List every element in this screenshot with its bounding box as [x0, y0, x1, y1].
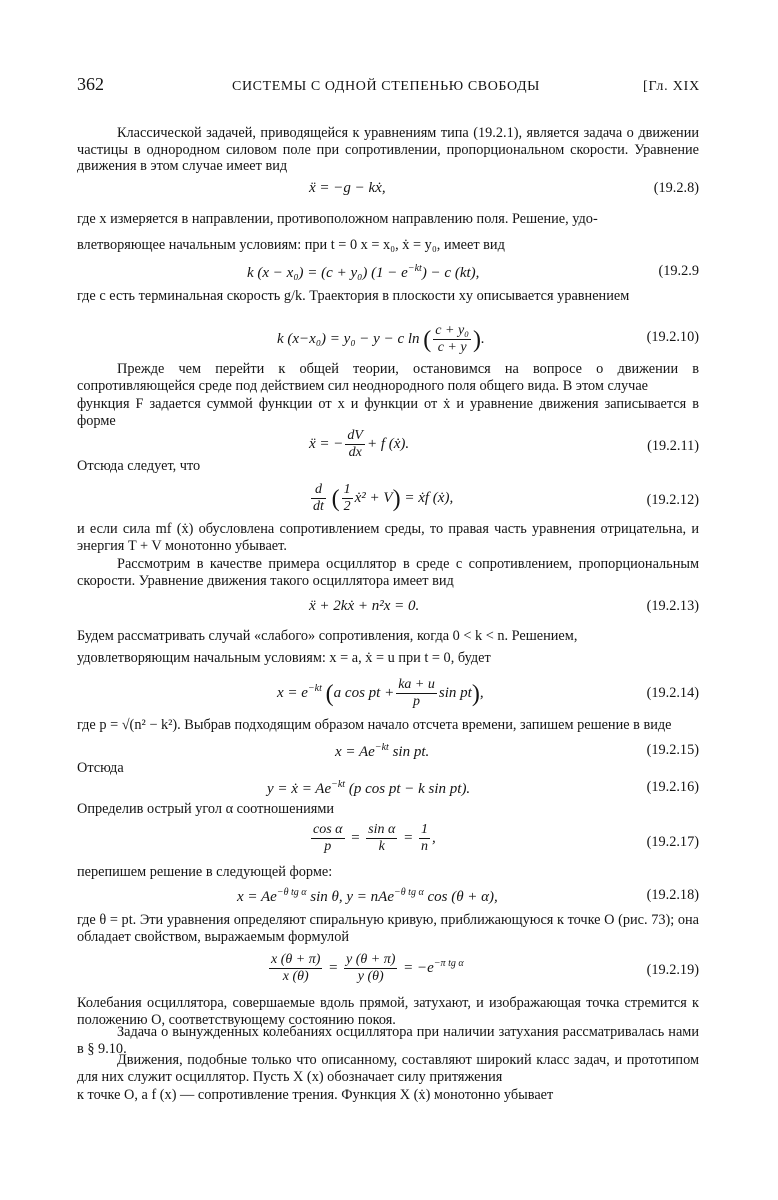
half-denominator: 2: [343, 499, 351, 514]
equation-number: (19.2.16): [646, 779, 699, 795]
paragraph-8a: Будем рассматривать случай «слабого» сопротивления, когда 0 < k < n. Решением,: [77, 628, 578, 644]
paragraph-4a: Прежде чем перейти к общей теории, остановимся на вопросе о движении в сопротивляющейся среде под действием сил неоднородного поля общего вида. В этом случае: [77, 361, 699, 394]
fraction-numerator: x (θ + π): [271, 952, 321, 967]
equation-lhs: x = Ae: [335, 744, 375, 760]
fraction-denominator: c + y: [437, 340, 467, 355]
equation-rest: cos (θ + α),: [423, 889, 498, 905]
equation-rest: = ẋf (ẋ),: [404, 489, 454, 506]
paragraph-7: Рассмотрим в качестве примера осциллятор в среде с сопротивлением, пропорциональным скорости. Уравнение движения такого осциллятора имеет вид: [77, 556, 699, 589]
fraction-numerator: cos α: [313, 822, 343, 837]
paragraph-16: Движения, подобные только что описанному, составляют широкий класс задач, и прототипом для них служит осциллятор. Пусть X (x) обозначает силу притяжения: [77, 1052, 699, 1085]
fraction-denominator: y (θ): [357, 969, 384, 984]
fraction-denominator: dx: [348, 445, 362, 460]
paragraph-12: перепишем решение в следующей форме:: [77, 864, 333, 880]
equation-exponent: −kt: [374, 742, 389, 753]
paragraph-10: Отсюда: [77, 760, 124, 776]
equation-19-2-10: k (x−x₀) = y₀ − y − c ln ( $\frac{\text{c + y₀}}{c + y}$ ). (19.2.10): [277, 323, 699, 355]
equation-rest: + f (ẋ).: [366, 435, 410, 452]
equation-lhs: ẍ = −: [309, 435, 344, 452]
equation-number: (19.2.18): [646, 887, 699, 903]
equation-number: (19.2.10): [646, 329, 699, 345]
equation-x: x = Ae: [237, 889, 277, 905]
equation-exponent: −π tg α: [433, 957, 464, 969]
chapter-label: [Гл. XIX: [643, 79, 700, 94]
fraction-numerator: ka + u: [398, 677, 435, 692]
paragraph-17: к точке O, а f (x) — сопротивление трения. Функция X (ẋ) монотонно убывает: [77, 1087, 554, 1103]
equation-number: (19.2.19): [646, 962, 699, 978]
equation-body: ẍ = −g − kẋ,: [309, 180, 386, 196]
paragraph-3: где c есть терминальная скорость g/k. Траектория в плоскости xy описывается уравнением: [77, 288, 630, 304]
fraction-denominator: n: [420, 839, 428, 854]
equation-number: (19.2.8): [653, 180, 699, 196]
equation-19-2-8: [77, 180, 699, 204]
paragraph-1: Классической задачей, приводящейся к уравнениям типа (19.2.1), является задача о движении частицы в однородном силовом поле при сопротивлении, пропорциональном скорости. Уравнение движения в этом случае имеет вид: [77, 125, 699, 175]
paragraph-4b: функция F задается суммой функции от x и функции от ẋ и уравнение движения записывается в форме: [77, 396, 699, 429]
equation-rest: (p cos pt − k sin pt).: [345, 781, 471, 797]
equation-19-2-11: [77, 426, 699, 460]
equation-lhs: k (x−x₀) = y₀ − y − c ln: [277, 330, 420, 347]
equation-lhs: x = e: [277, 684, 308, 701]
equation-middle: ẋ² + V: [354, 489, 393, 506]
paragraph-14: Колебания осциллятора, совершаемые вдоль прямой, затухают, и изображающая точка стремится к положению O, соответствующему состоянию покоя.: [77, 995, 699, 1028]
equation-19-2-18: [77, 887, 699, 911]
half-numerator: 1: [343, 482, 351, 497]
equation-body: ẍ + 2kẋ + n²x = 0.: [309, 598, 420, 614]
fraction-denominator: k: [378, 839, 385, 854]
equation-exponent: −kt: [407, 263, 422, 274]
equation-19-2-16: [77, 779, 699, 803]
equation-exponent: −kt: [331, 779, 346, 790]
paragraph-11: Определив острый угол α соотношениями: [77, 801, 335, 817]
equation-number: (19.2.15): [646, 742, 699, 758]
equation-y: sin θ, y = nAe: [306, 889, 395, 905]
fraction-denominator: p: [324, 839, 332, 854]
equation-lhs: k (x − x₀) = (c + y₀) (1 − e: [247, 265, 408, 281]
equation-19-2-9: [77, 263, 699, 287]
equation-19-2-13: [77, 598, 699, 622]
equation-number: (19.2.17): [646, 834, 699, 850]
equation-rest: = −e: [403, 959, 434, 976]
equation-19-2-19: $\frac{x (\theta + \pi)}{x (\theta)}$ = $\frac{y (\theta + \pi)}{y (\theta)}$ = $-e^{-\pi tg \alpha}$ (19.2.19): [271, 952, 699, 984]
equation-19-2-12: $\frac{d}{dt}$ ( $\frac{1}{2}$ ẋ² + V) = ẋf (ẋ), (19.2.12): [313, 482, 699, 514]
fraction-numerator: dV: [347, 428, 363, 443]
equation-number: (19.2.13): [646, 598, 699, 614]
paragraph-9: где p = √(n² − k²). Выбрав подходящим образом начало отсчета времени, запишем решение в виде: [77, 717, 672, 733]
equation-cos-term: a cos pt +: [333, 684, 395, 701]
paragraph-2b: влетворяющее начальным условиям: при t = 0 x = x₀, ẋ = y₀, имеет вид: [77, 237, 505, 253]
equation-number: (19.2.14): [646, 685, 699, 701]
equation-rest: ) − c (kt),: [421, 265, 480, 281]
fraction-numerator: sin α: [368, 822, 396, 837]
fraction-denominator: p: [413, 694, 421, 709]
equation-number: (19.2.9: [658, 263, 699, 279]
page-number: 362: [77, 74, 104, 94]
equation-number: (19.2.12): [646, 492, 699, 508]
derivative-numerator: d: [311, 482, 326, 499]
equation-19-2-17: $\frac{\text{cos α}}{p}$ = $\frac{\text{sin α}}{k}$ = $\frac{1}{n}$ , (19.2.17): [313, 822, 699, 854]
running-title: СИСТЕМЫ С ОДНОЙ СТЕПЕНЬЮ СВОБОДЫ: [232, 79, 540, 94]
equation-rest: sin pt.: [388, 744, 430, 760]
derivative-denominator: dt: [313, 499, 324, 514]
equation-exponent: −kt: [307, 682, 322, 694]
paragraph-6: и если сила mf (ẋ) обусловлена сопротивлением среды, то правая часть уравнения отрицательна, и энергия T + V монотонно убывает.: [77, 521, 699, 554]
equation-rest: sin pt: [438, 684, 472, 701]
paragraph-5: Отсюда следует, что: [77, 458, 201, 474]
equation-number: (19.2.11): [647, 438, 699, 454]
fraction-numerator: y (θ + π): [346, 952, 396, 967]
paragraph-2a: где x измеряется в направлении, противоположном направлению поля. Решение, удо-: [77, 211, 598, 227]
paragraph-13: где θ = pt. Эти уравнения определяют спиральную кривую, приближающуюся к точке O (рис. 73); она обладает свойством, выражаемым формулой: [77, 912, 699, 945]
equation-exponent: −θ tg α: [276, 887, 307, 898]
paragraph-8b: удовлетворяющим начальным условиям: x = a, ẋ = u при t = 0, будет: [77, 650, 491, 666]
fraction-numerator: c + y₀: [435, 323, 470, 338]
fraction-numerator: 1: [420, 822, 428, 837]
equation-lhs: y = ẋ = Ae: [267, 781, 332, 797]
equation-19-2-14: $x = e^{-kt}$ (a cos pt + $\frac{ka + u}{p}$ sin pt), (19.2.14): [277, 677, 699, 709]
fraction-denominator: x (θ): [282, 969, 309, 984]
paragraph-15: Задача о вынужденных колебаниях осциллятора при наличии затухания рассматривалась нами в § 9.10.: [77, 1024, 699, 1057]
equation-exponent: −θ tg α: [394, 887, 424, 898]
